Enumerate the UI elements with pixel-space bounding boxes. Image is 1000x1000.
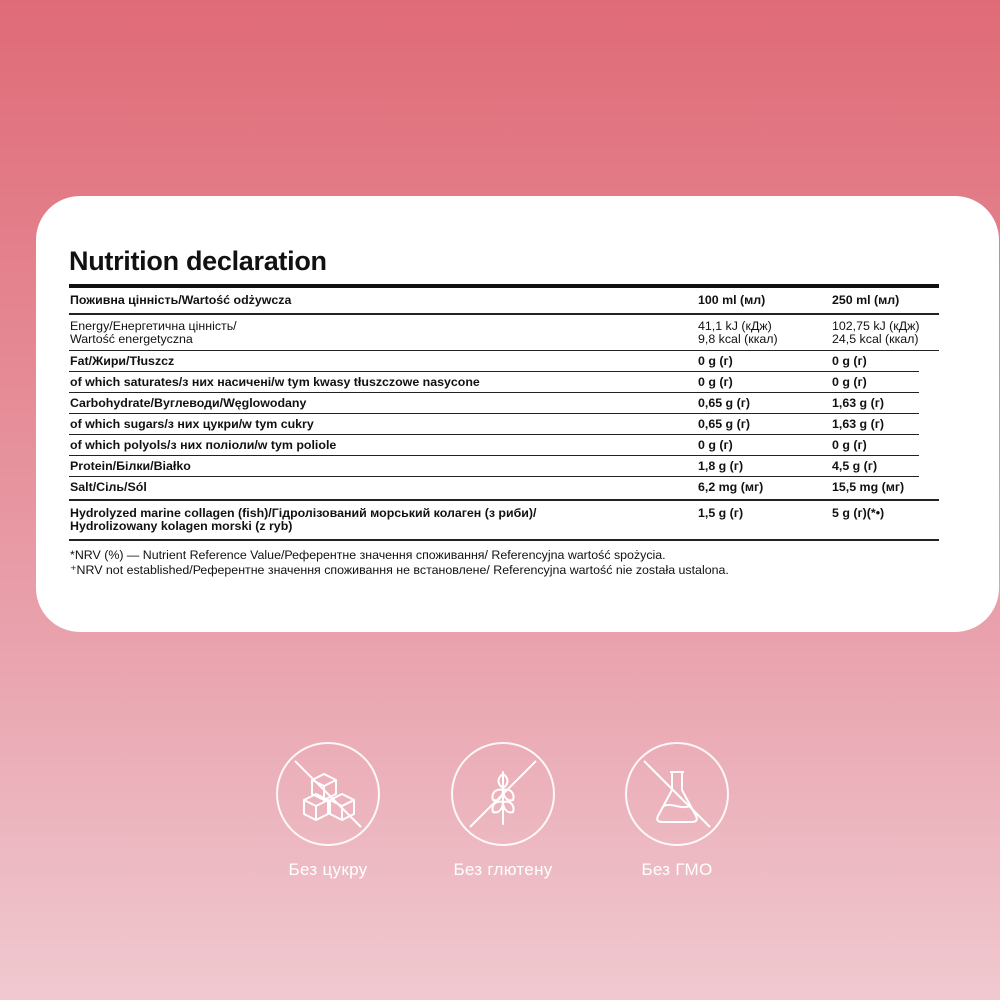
badge-gmo-free (625, 742, 729, 880)
flask-icon (627, 744, 727, 844)
row-value-250ml: 0 g (г) (832, 438, 867, 452)
nutrition-card (36, 196, 999, 632)
row-value-250ml-line2: 24,5 kcal (ккал) (832, 332, 919, 346)
row-label: Carbohydrate/Вуглеводи/Węglowodany (70, 396, 307, 410)
header-divider (69, 313, 939, 315)
row-value-250ml: 1,63 g (г) (832, 417, 884, 431)
row-value-250ml: 1,63 g (г) (832, 396, 884, 410)
footnote-nrv: *NRV (%) — Nutrient Reference Value/Референтне значення споживання/ Referencyjna wartość spożycia. (70, 548, 666, 562)
row-label: Fat/Жири/Tłuszcz (70, 354, 175, 368)
row-label: Hydrolyzed marine collagen (fish)/Гідролізований морський колаген (з риби)/ (70, 506, 537, 520)
row-value-100ml: 0,65 g (г) (698, 396, 750, 410)
sugar-cubes-icon (278, 744, 378, 844)
row-value-100ml: 1,8 g (г) (698, 459, 744, 473)
row-value-100ml: 0 g (г) (698, 354, 733, 368)
row-label: of which saturates/з них насичені/w tym kwasy tłuszczowe nasycone (70, 375, 480, 389)
row-value-100ml: 1,5 g (г) (698, 506, 744, 520)
row-label: of which polyols/з них поліоли/w tym poliole (70, 438, 337, 452)
row-value-250ml: 5 g (г)(*•) (832, 506, 885, 520)
row-value-250ml: 15,5 mg (мг) (832, 480, 905, 494)
badge-sugar-free (276, 742, 380, 880)
header-col-250ml: 250 ml (мл) (832, 293, 900, 307)
row-value-250ml: 0 g (г) (832, 354, 867, 368)
row-value-250ml: 102,75 kJ (кДж) (832, 319, 920, 333)
wheat-icon (453, 744, 553, 844)
footnote-nrv-not-established: ⁺NRV not established/Референтне значення споживання не встановлене/ Referencyjna wartość nie została ustalona. (70, 563, 729, 577)
badge-gluten-free (451, 742, 555, 880)
row-value-250ml: 0 g (г) (832, 375, 867, 389)
row-label-line2: Wartość energetyczna (70, 332, 193, 346)
row-label-line2: Hydrolizowany kolagen morski (z ryb) (70, 519, 293, 533)
row-value-100ml: 0 g (г) (698, 375, 733, 389)
row-value-250ml: 4,5 g (г) (832, 459, 878, 473)
row-value-100ml: 41,1 kJ (кДж) (698, 319, 772, 333)
row-value-100ml-line2: 9,8 kcal (ккал) (698, 332, 778, 346)
row-value-100ml: 0,65 g (г) (698, 417, 750, 431)
header-label: Поживна цінність/Wartość odżywcza (70, 293, 292, 307)
title-divider (69, 284, 939, 288)
row-label: of which sugars/з них цукри/w tym cukry (70, 417, 314, 431)
badge-label: Без глютену (453, 860, 553, 879)
row-value-100ml: 0 g (г) (698, 438, 733, 452)
row-label: Salt/Сіль/Sól (70, 480, 147, 494)
row-divider (69, 455, 919, 456)
row-divider (69, 499, 939, 501)
row-divider (69, 371, 919, 372)
nutrition-title: Nutrition declaration (69, 246, 327, 276)
row-label: Protein/Білки/Białko (70, 459, 191, 473)
row-divider (69, 476, 919, 477)
badge-label: Без ГМО (641, 860, 713, 879)
row-divider (69, 350, 939, 351)
row-value-100ml: 6,2 mg (мг) (698, 480, 764, 494)
header-col-100ml: 100 ml (мл) (698, 293, 766, 307)
row-divider (69, 434, 919, 435)
table-bottom-divider (69, 539, 939, 541)
badge-label: Без цукру (288, 860, 368, 879)
row-label: Energy/Енергетична цінність/ (70, 319, 237, 333)
row-divider (69, 413, 919, 414)
row-divider (69, 392, 919, 393)
